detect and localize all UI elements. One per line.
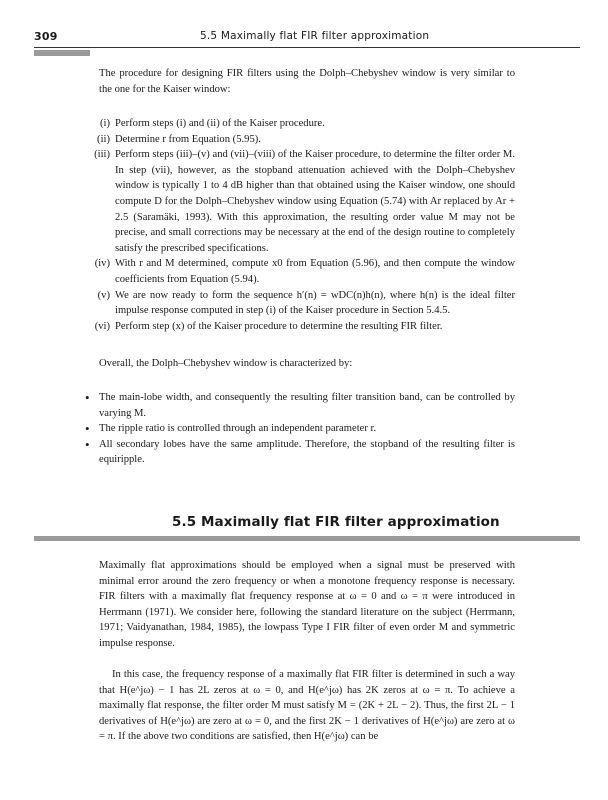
bullet-icon: • bbox=[85, 436, 90, 452]
running-header: 5.5 Maximally flat FIR filter approximation bbox=[200, 30, 430, 42]
overall-paragraph: Overall, the Dolph–Chebyshev window is characterized by: bbox=[99, 358, 353, 369]
characteristics-list bbox=[85, 390, 515, 468]
bullet-text: The ripple ratio is controlled through an independent parameter r. bbox=[99, 423, 377, 435]
list-item bbox=[85, 390, 515, 421]
page-number: 309 bbox=[34, 30, 58, 43]
section-accent-bar bbox=[34, 536, 580, 541]
procedure-steps bbox=[94, 116, 515, 334]
step-number: (iv) bbox=[94, 258, 110, 270]
step-number: (v) bbox=[97, 289, 110, 301]
body-paragraph-1: Maximally flat approximations should be employed when a signal must be preserved with minimal error around the zero frequency or when a monotone frequency response is necessary. FIR filters with a maximally flat frequency response at ω = 0 and ω = π were introduced in Herrmann (1971). We consider here, following the standard literature on the subject (Herrmann, 1971; Vaidyanathan, 1984, 1985), the lowpass Type I FIR filter of even order M and symmetric impulse response. bbox=[99, 560, 515, 649]
step-text: Perform steps (i) and (ii) of the Kaiser procedure. bbox=[115, 118, 325, 129]
step-number: (iii) bbox=[94, 149, 110, 161]
step-text: We are now ready to form the sequence h′(n) = wDC(n)h(n), where h(n) is the ideal filter impulse response computed in step (i) of the Kaiser procedure in Section 5.4.5. bbox=[115, 289, 515, 317]
step-text: Perform steps (iii)–(v) and (vii)–(viii) of the Kaiser procedure, to determine the filter order M. In step (vii), however, as the stopband attenuation achieved with the Dolph–Chebyshev window is typically 1 to 4 dB higher than that obtained using the Kaiser window, one should compute D for the Dolph–Chebyshev window using Equation (5.74) with Ar replaced by Ar + 2.5 (Saramäki, 1993). With this approximation, the resulting order value M may not be precise, and small corrections may be necessary at the end of the design routine to completely satisfy the prescribed specifications. bbox=[115, 149, 515, 254]
step-item bbox=[99, 288, 515, 319]
step-text: With r and M determined, compute x0 from Equation (5.96), and then compute the window coefficients from Equation (5.94). bbox=[115, 258, 515, 285]
step-item bbox=[94, 147, 515, 256]
list-item bbox=[85, 421, 515, 437]
step-item bbox=[94, 256, 515, 287]
section-heading: 5.5 Maximally flat FIR filter approximation bbox=[172, 514, 500, 530]
list-item bbox=[85, 436, 515, 468]
step-number: (ii) bbox=[97, 133, 110, 145]
step-item bbox=[94, 319, 515, 335]
step-text: Determine r from Equation (5.95). bbox=[115, 133, 261, 145]
step-item bbox=[99, 132, 515, 148]
header-accent-bar bbox=[34, 50, 90, 56]
bullet-icon: • bbox=[85, 421, 90, 437]
step-text: Perform step (x) of the Kaiser procedure to determine the resulting FIR filter. bbox=[115, 320, 443, 332]
header-rule bbox=[34, 47, 580, 48]
step-item bbox=[99, 116, 515, 132]
bullet-icon: • bbox=[85, 390, 90, 405]
step-number: (vi) bbox=[94, 320, 110, 332]
bullet-text: The main-lobe width, and consequently the resulting filter transition band, can be controlled by varying M. bbox=[99, 392, 515, 419]
step-number: (i) bbox=[100, 118, 110, 129]
bullet-text: All secondary lobes have the same amplitude. Therefore, the stopband of the resulting filter is equiripple. bbox=[99, 438, 515, 466]
intro-paragraph: The procedure for designing FIR filters using the Dolph–Chebyshev window is very similar to the one for the Kaiser window: bbox=[99, 68, 515, 95]
body-paragraph-2: In this case, the frequency response of a maximally flat FIR filter is determined in such a way that H(e^jω) − 1 has 2L zeros at ω = 0, and H(e^jω) has 2K zeros at ω = π. To achieve a maximally flat response, the filter order M must satisfy M = (2K + 2L − 2). Thus, the first 2L − 1 derivatives of H(e^jω) are zero at ω = 0, and the first 2K − 1 derivatives of H(e^jω) are zero at ω = π. If the above two conditions are satisfied, then H(e^jω) can be bbox=[99, 669, 515, 743]
